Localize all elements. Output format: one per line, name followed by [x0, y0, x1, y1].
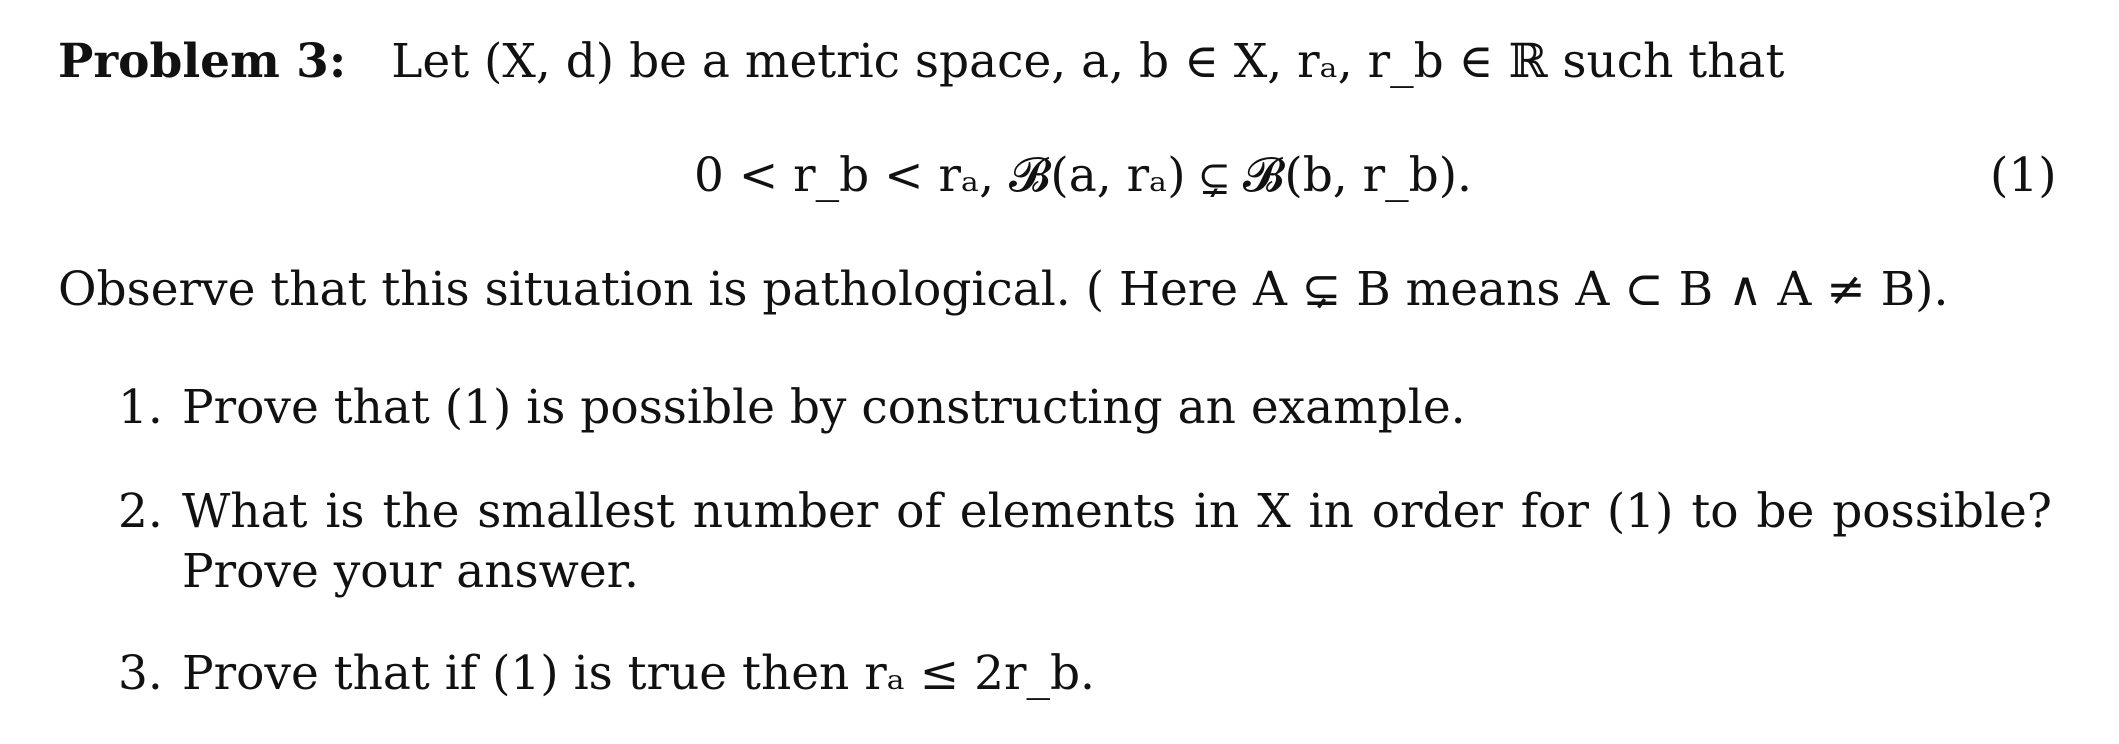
equation-number: (1) [1990, 148, 2057, 203]
list-item-number: 1. [118, 380, 163, 435]
problem-label: Problem 3: [58, 34, 347, 89]
display-equation [0, 148, 2119, 204]
list-item-number: 2. [118, 484, 163, 539]
problem-statement: Let (X, d) be a metric space, a, b ∈ X, rₐ, r_b ∈ ℝ such that [391, 34, 1785, 89]
list-item-number: 3. [118, 646, 163, 701]
equation-body: 0 < r_b < rₐ, 𝓑(a, rₐ) ⊊ 𝓑(b, r_b). [694, 148, 1472, 203]
observation-text: Observe that this situation is pathological. ( Here A ⊊ B means A ⊂ B ∧ A ≠ B). [58, 262, 1949, 317]
list-item-text: Prove that if (1) is true then rₐ ≤ 2r_b. [182, 646, 1095, 701]
problem-heading-line [58, 34, 1784, 90]
list-item-text: What is the smallest number of elements in X in order for (1) to be possible? Prove your answer. [182, 484, 2052, 599]
list-item-text: Prove that (1) is possible by constructing an example. [182, 380, 1466, 435]
